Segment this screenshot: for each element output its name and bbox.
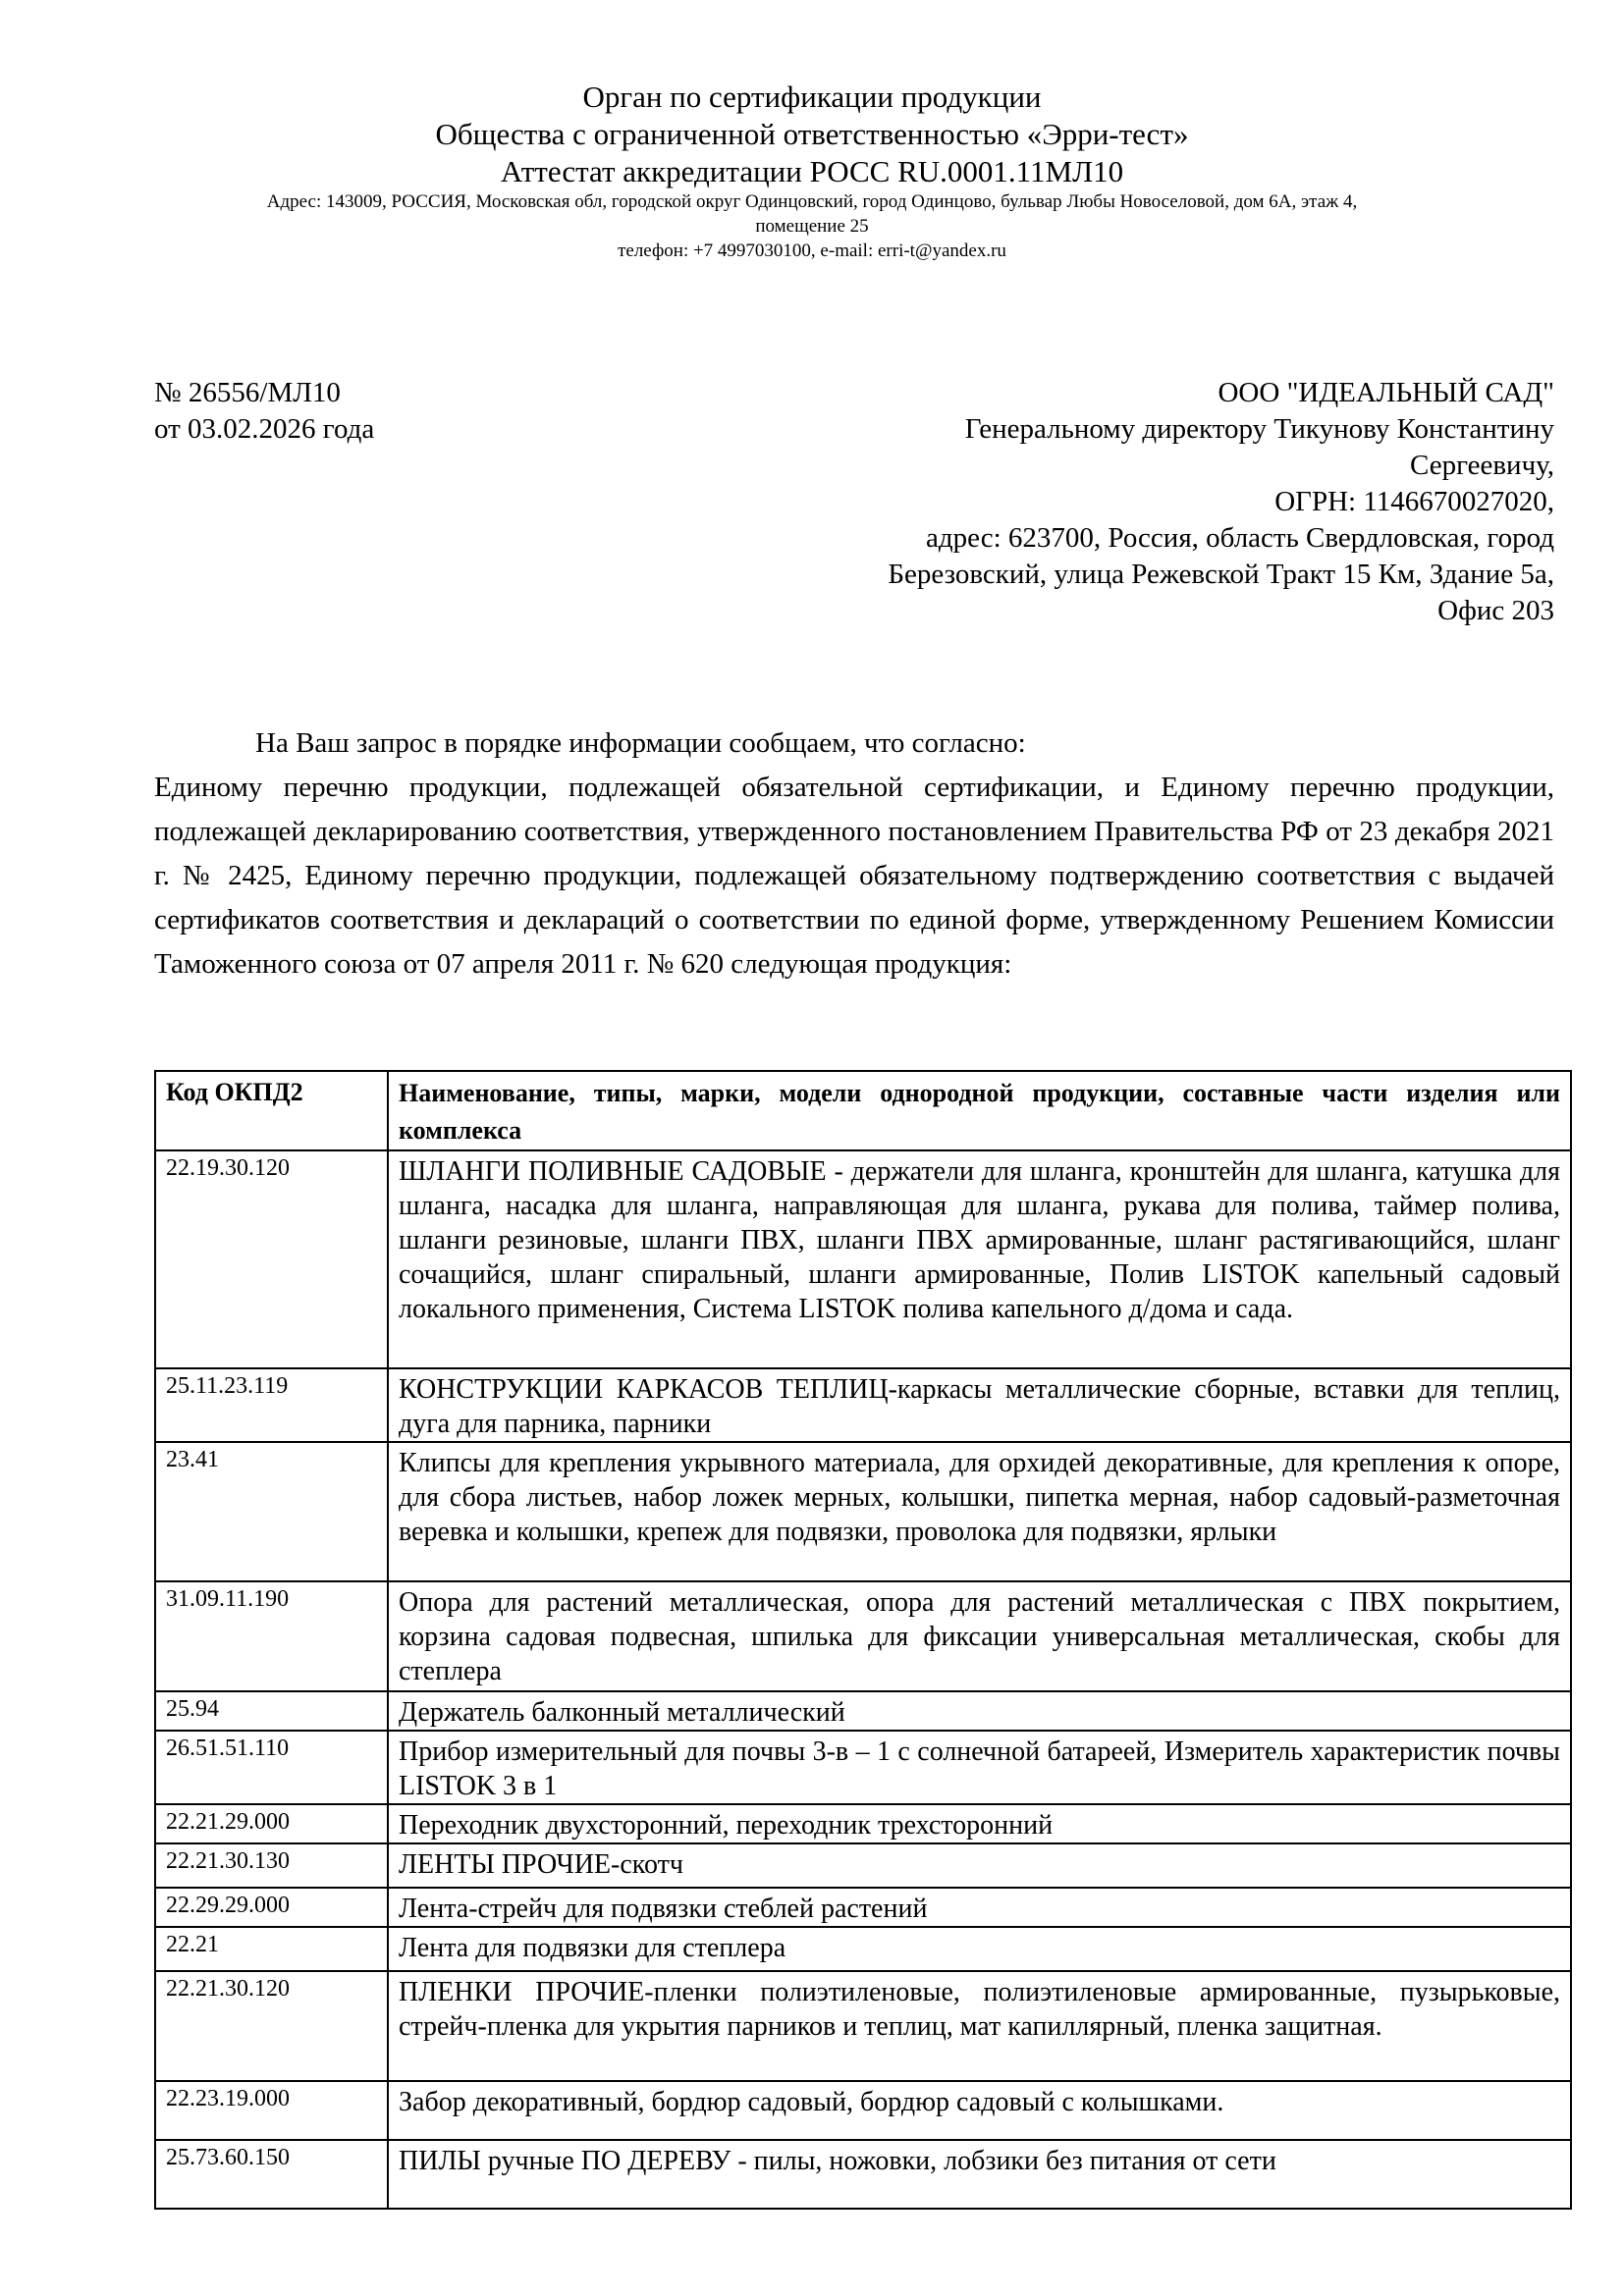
recipient-block bbox=[671, 375, 1554, 629]
issuer-title: Орган по сертификации продукции bbox=[582, 80, 1042, 114]
product-name: Клипсы для крепления укрывного материала, для орхидей декоративные, для крепления к опоре, для сбора листьев, набор ложек мерных, колышки, пипетка мерная, набор садовый-разметочная веревка и колышки, крепеж для подвязки, проволока для подвязки, ярлыки bbox=[388, 1442, 1571, 1581]
okpd2-code: 25.94 bbox=[155, 1691, 388, 1731]
table-header-row bbox=[155, 1071, 1571, 1150]
issuer-address-2: помещение 25 bbox=[755, 216, 869, 237]
okpd2-code: 22.21.30.120 bbox=[155, 1971, 388, 2081]
header-name: Наименование, типы, марки, модели однородной продукции, составные части изделия или комплекса bbox=[388, 1071, 1571, 1150]
okpd2-code: 26.51.51.110 bbox=[155, 1731, 388, 1804]
okpd2-code: 22.21 bbox=[155, 1927, 388, 1971]
product-name: Переходник двухсторонний, переходник трехсторонний bbox=[388, 1804, 1571, 1843]
product-name: Лента для подвязки для степлера bbox=[388, 1927, 1571, 1971]
okpd2-code: 22.21.29.000 bbox=[155, 1804, 388, 1843]
table-row bbox=[155, 1442, 1571, 1581]
table-row bbox=[155, 1888, 1571, 1927]
okpd2-code: 22.21.30.130 bbox=[155, 1843, 388, 1888]
issuer-company: Общества с ограниченной ответственностью «Эрри-тест» bbox=[435, 117, 1189, 151]
okpd2-code: 25.73.60.150 bbox=[155, 2140, 388, 2209]
table-row bbox=[155, 1581, 1571, 1691]
recipient-line: адрес: 623700, Россия, область Свердловская, город bbox=[926, 522, 1554, 554]
letter-number: № 26556/МЛ10 bbox=[154, 377, 341, 408]
table-row bbox=[155, 1843, 1571, 1888]
product-name: Держатель балконный металлический bbox=[388, 1691, 1571, 1731]
table-row bbox=[155, 1691, 1571, 1731]
table-row bbox=[155, 1927, 1571, 1971]
product-name: Лента-стрейч для подвязки стеблей растений bbox=[388, 1888, 1571, 1927]
product-name: Прибор измерительный для почвы 3-в – 1 с солнечной батареей, Измеритель характеристик почвы LISTOK 3 в 1 bbox=[388, 1731, 1571, 1804]
letter-reference bbox=[154, 375, 374, 448]
recipient-line: Сергеевичу, bbox=[1410, 450, 1554, 481]
issuer-contacts bbox=[0, 189, 1624, 263]
product-name: ЛЕНТЫ ПРОЧИЕ-скотч bbox=[388, 1843, 1571, 1888]
body-intro: На Ваш запрос в порядке информации сообщаем, что согласно: bbox=[255, 727, 1026, 759]
letter-date: от 03.02.2026 года bbox=[154, 413, 375, 445]
table-row bbox=[155, 1368, 1571, 1442]
table-row bbox=[155, 2081, 1571, 2140]
product-name: Опора для растений металлическая, опора для растений металлическая с ПВХ покрытием, корзина садовая подвесная, шпилька для фиксации универсальная металлическая, скобы для степлера bbox=[388, 1581, 1571, 1691]
recipient-line: Генеральному директору Тикунову Константину bbox=[964, 413, 1554, 445]
okpd2-code: 22.29.29.000 bbox=[155, 1888, 388, 1927]
product-name: ПИЛЫ ручные ПО ДЕРЕВУ - пилы, ножовки, лобзики без питания от сети bbox=[388, 2140, 1571, 2209]
recipient-line: Березовский, улица Режевской Тракт 15 Км, Здание 5а, bbox=[888, 559, 1554, 590]
table-row bbox=[155, 1731, 1571, 1804]
table-row bbox=[155, 1150, 1571, 1368]
body-text: Единому перечню продукции, подлежащей обязательной сертификации, и Единому перечню продукции, подлежащей декларированию соответствия, утвержденного постановлением Правительства РФ от 23 декабря 2021 г. № 2425, Единому перечню продукции, подлежащей обязательному подтверждению соответствия с выдачей сертификатов соответствия и деклараций о соответствии по единой форме, утвержденному Решением Комиссии Таможенного союза от 07 апреля 2011 г. № 620 следующая продукция: bbox=[154, 772, 1554, 980]
issuer-header bbox=[0, 79, 1624, 190]
okpd2-code: 25.11.23.119 bbox=[155, 1368, 388, 1442]
okpd2-code: 23.41 bbox=[155, 1442, 388, 1581]
header-code: Код ОКПД2 bbox=[155, 1071, 388, 1150]
issuer-address-1: Адрес: 143009, РОССИЯ, Московская обл, городской округ Одинцовский, город Одинцово, бульвар Любы Новоселовой, дом 6А, этаж 4, bbox=[266, 191, 1358, 212]
product-name: ШЛАНГИ ПОЛИВНЫЕ САДОВЫЕ - держатели для шланга, кронштейн для шланга, катушка для шланга, насадка для шланга, направляющая для шланга, рукава для полива, таймер полива, шланги резиновые, шланги ПВХ, шланги ПВХ армированные, шланг растягивающийся, шланг сочащийся, шланг спиральный, шланги армированные, Полив LISTOK капельный садовый локального применения, Система LISTOK полива капельного д/дома и сада. bbox=[388, 1150, 1571, 1368]
table-row bbox=[155, 1971, 1571, 2081]
recipient-line: ОГРН: 1146670027020, bbox=[1274, 486, 1554, 517]
okpd2-code: 22.23.19.000 bbox=[155, 2081, 388, 2140]
recipient-line: Офис 203 bbox=[1437, 595, 1554, 626]
product-name: КОНСТРУКЦИИ КАРКАСОВ ТЕПЛИЦ-каркасы металлические сборные, вставки для теплиц, дуга для парника, парники bbox=[388, 1368, 1571, 1442]
okpd2-code: 31.09.11.190 bbox=[155, 1581, 388, 1691]
product-name: ПЛЕНКИ ПРОЧИЕ-пленки полиэтиленовые, полиэтиленовые армированные, пузырьковые, стрейч-пленка для укрытия парников и теплиц, мат капиллярный, пленка защитная. bbox=[388, 1971, 1571, 2081]
accreditation: Аттестат аккредитации РОСС RU.0001.11МЛ10 bbox=[500, 154, 1124, 188]
okpd2-code: 22.19.30.120 bbox=[155, 1150, 388, 1368]
products-table bbox=[154, 1070, 1572, 2210]
recipient-line: ООО "ИДЕАЛЬНЫЙ САД" bbox=[1218, 377, 1554, 408]
table-row bbox=[155, 1804, 1571, 1843]
product-name: Забор декоративный, бордюр садовый, бордюр садовый с колышками. bbox=[388, 2081, 1571, 2140]
table-row bbox=[155, 2140, 1571, 2209]
letter-body bbox=[154, 721, 1554, 987]
issuer-phone-email: телефон: +7 4997030100, e-mail: erri-t@yandex.ru bbox=[618, 240, 1006, 261]
